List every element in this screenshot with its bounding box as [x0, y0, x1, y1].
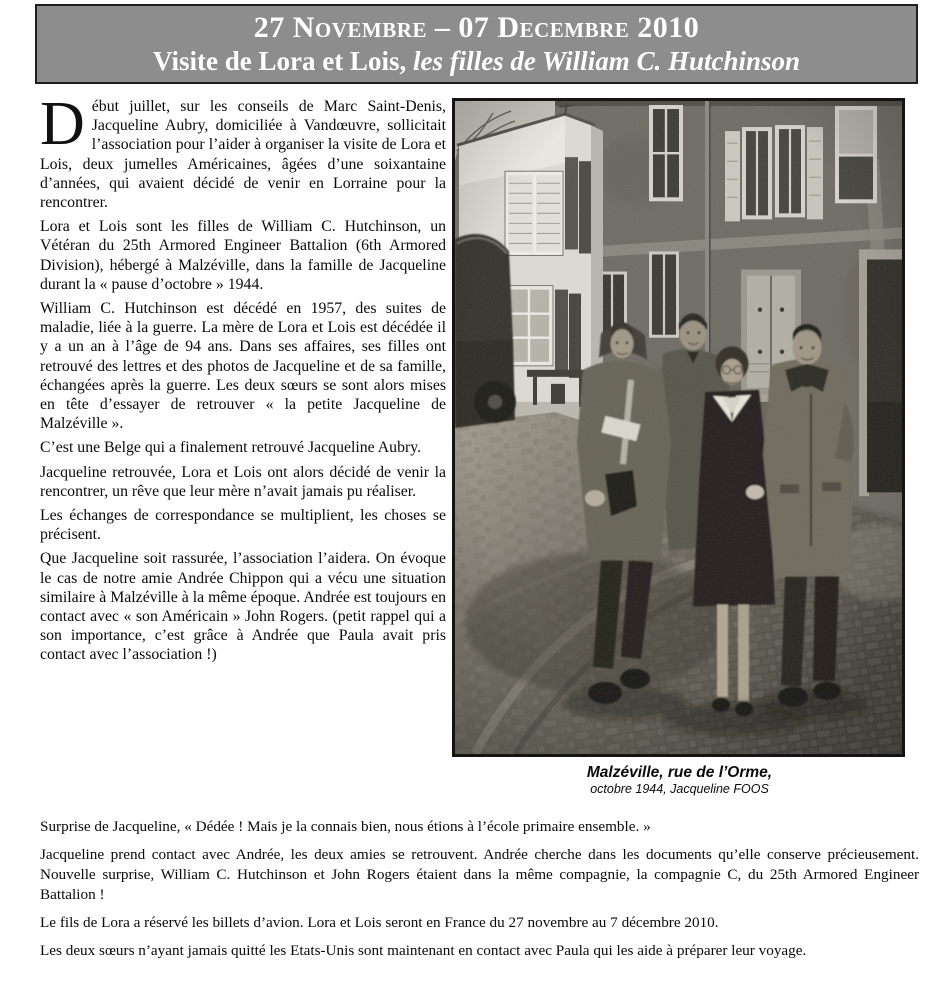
paragraph: Les deux sœurs n’ayant jamais quitté les Etats-Unis sont maintenant en contact avec Paula qui les aide à préparer leur voyage. — [40, 942, 807, 959]
photo-caption — [452, 763, 907, 797]
paragraph: Que Jacqueline soit rassurée, l’association l’aidera. On évoque le cas de notre amie Andrée Chippon qui a vécu une situation similaire à Malzéville à la même époque. Andrée est toujours en contact avec « son Américain » John Rogers. (petit rappel qui a son importance, c’est grâce à Andrée que Paula avait pris contact avec l’association !) — [40, 550, 446, 664]
historic-photo-art — [455, 101, 902, 754]
paragraph: Jacqueline prend contact avec Andrée, les deux amies se retrouvent. Andrée cherche dans les documents qu’elle conserve précieusement. Nouvelle surprise, William C. Hutchinson et John Rogers étaient dans la même compagnie, la compagnie C, du 25th Armored Engineer Battalion ! — [40, 846, 919, 903]
paragraph: Lora et Lois sont les filles de William C. Hutchinson, un Vétéran du 25th Armored Engineer Battalion (6th Armored Division), hébergé à Malzéville, dans la famille de Jacqueline durant la « pause d’octobre » 1944. — [40, 218, 446, 293]
bottom-paragraphs — [40, 817, 919, 969]
paragraph: Les échanges de correspondance se multiplient, les choses se précisent. — [40, 507, 446, 544]
photo-vignette — [455, 101, 902, 754]
paragraph-intro — [40, 90, 446, 212]
paragraph-intro-text: ébut juillet, sur les conseils de Marc Saint-Denis, Jacqueline Aubry, domiciliée à Vandœuvre, sollicitait l’association pour l’aider à organiser la visite de Lora et Lois, deux jumelles Américaines, âgées d’une soixantaine d’années, qui avaient décidé de venir en Lorraine pour la rencontrer. — [40, 98, 446, 212]
photo-caption-credit: octobre 1944, Jacqueline FOOS — [590, 782, 769, 796]
banner-title: 27 Novembre – 07 Decembre 2010 — [253, 11, 700, 44]
banner-subtitle-plain: Visite de Lora et Lois, — [152, 46, 413, 76]
paragraph: Le fils de Lora a réservé les billets d’avion. Lora et Lois seront en France du 27 novembre au 7 décembre 2010. — [40, 914, 719, 931]
banner-subtitle — [37, 45, 916, 77]
paragraph: C’est une Belge qui a finalement retrouvé Jacqueline Aubry. — [40, 439, 422, 457]
paragraph: Jacqueline retrouvée, Lora et Lois ont alors décidé de venir la rencontrer, un rêve que leur mère n’avait jamais pu réaliser. — [40, 463, 446, 500]
paragraph: Surprise de Jacqueline, « Dédée ! Mais je la connais bien, nous étions à l’école primaire ensemble. » — [40, 818, 651, 835]
drop-cap: D — [40, 90, 85, 158]
historic-photo-figure — [452, 98, 907, 797]
banner-subtitle-italic: les filles de William C. Hutchinson — [412, 46, 801, 76]
article-column — [40, 90, 446, 670]
paragraph: William C. Hutchinson est décédé en 1957, des suites de maladie, liée à la guerre. La mère de Lora et Lois est décédée il y a un an à l’âge de 94 ans. Dans ses affaires, ses filles ont retrouvé des lettres et des photos de Jacqueline et de sa famille, échangées après la guerre. Les deux sœurs se sont alors mises en tête d’essayer de retrouver « la petite Jacqueline de Malzéville ». — [40, 300, 446, 433]
historic-photo — [452, 98, 905, 757]
header-banner — [35, 4, 918, 84]
photo-caption-title: Malzéville, rue de l’Orme, — [586, 764, 773, 781]
